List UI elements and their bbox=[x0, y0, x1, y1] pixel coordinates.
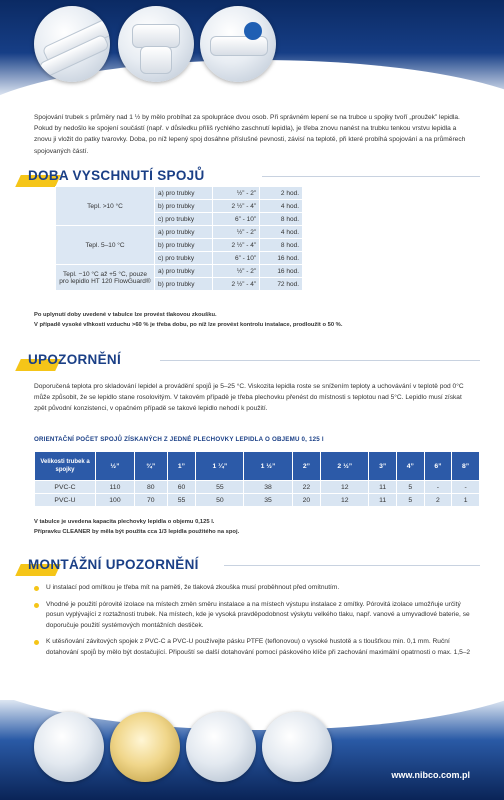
bullet-text: K utěsňování závitových spojek z PVC-C a PVC-U používejte pásku PTFE (teflonovou) o vysoké hustotě a s tloušťkou min. 0,1 mm. Ruční dotahování spojů by mělo být dostačující. Připouští se další dotahování pomocí páskového klíče při zachování maximální opatrnosti o max. 1,5–2 bbox=[46, 638, 471, 656]
pipe-cell: b) pro trubky bbox=[155, 200, 213, 213]
intro-paragraph: Spojování trubek s průměry nad 1 ½ by mělo probíhat za spolupráce dvou osob. Při správném lepení se na trubce u spojky tvoří „proužek” lepidla. Pokud by nedošlo ke spojení součástí (např. v důsledku příliš rychlého zaschnutí lepidla), je třeba znovu nanést na trubku tenkou vrstvu lepidla a znovu ji vložit do patky tvarovky. Doba, po níž lepený spoj dosáhne příslušné pevnosti, závisí na teplotě, při které probíhá spojování a na průměrech spojovaných částí. bbox=[34, 114, 466, 155]
time-cell: 8 hod. bbox=[260, 213, 303, 226]
corner-header: Velikosti trubek a spojky bbox=[35, 452, 96, 481]
time-cell: 72 hod. bbox=[260, 278, 303, 291]
capacity-value: 80 bbox=[134, 481, 167, 494]
capacity-note: V tabulce je uvedena kapacita plechovky lepidla o objemu 0,125 l. Přípravku CLEANER by měla být použita cca 1/3 lepidla použitého na spoj. bbox=[34, 519, 240, 535]
capacity-value: 1 bbox=[452, 494, 480, 507]
size-cell: 6” - 10” bbox=[213, 252, 260, 265]
pipe-cell: a) pro trubky bbox=[155, 226, 213, 239]
size-cell: ½” - 2” bbox=[213, 187, 260, 200]
pipe-cell: c) pro trubky bbox=[155, 213, 213, 226]
size-header: ½” bbox=[96, 452, 135, 481]
material-label: PVC-U bbox=[35, 494, 96, 507]
capacity-value: 11 bbox=[369, 494, 397, 507]
pipe-cell: a) pro trubky bbox=[155, 265, 213, 278]
elbow-photo-1 bbox=[34, 712, 104, 782]
size-header: 1 ½” bbox=[244, 452, 292, 481]
capacity-value: 5 bbox=[397, 494, 425, 507]
drying-row bbox=[56, 265, 303, 278]
bullet-text: Vhodné je použití pórovité izolace na místech změn směru instalace a na místech výstupu instalace z omítky. Pórovitá izolace umožňuje určitý posun vyplývající z roztažnosti trubek. Na místech, kde je vysoká pravděpodobnost výskytu velkého tlaku, např. vanové a umyvadlové baterie, se doporučuje použití systémových montážních destiček. bbox=[46, 600, 470, 629]
capacity-value: 22 bbox=[292, 481, 321, 494]
size-header: 2” bbox=[292, 452, 321, 481]
drying-note: Po uplynutí doby uvedené v tabulce lze provést tlakovou zkoušku. V případě vysoké vlhkosti vzduchu >60 % je třeba dobu, po níž lze provést kontrolu instalace, prodloužit o 50 %. bbox=[34, 312, 343, 328]
capacity-value: - bbox=[452, 481, 480, 494]
size-header: 1” bbox=[167, 452, 196, 481]
drying-time-table bbox=[55, 186, 303, 291]
pipe-cell: a) pro trubky bbox=[155, 187, 213, 200]
capacity-value: 20 bbox=[292, 494, 321, 507]
capacity-value: 50 bbox=[196, 494, 244, 507]
pipe-cell: c) pro trubky bbox=[155, 252, 213, 265]
size-cell: ½” - 2” bbox=[213, 265, 260, 278]
pipe-cell: b) pro trubky bbox=[155, 278, 213, 291]
time-cell: 16 hod. bbox=[260, 265, 303, 278]
capacity-value: 55 bbox=[167, 494, 196, 507]
capacity-value: - bbox=[424, 481, 452, 494]
size-cell: 6” - 10” bbox=[213, 213, 260, 226]
bullet-text: U instalací pod omítkou je třeba mít na paměti, že tlaková zkouška musí proběhnout před omítnutím. bbox=[46, 584, 340, 591]
temperature-cell: Tepl. −10 °C až +5 °C, pouze pro lepidlo HT 120 FlowGuard® bbox=[56, 265, 155, 291]
drying-row bbox=[56, 187, 303, 200]
pipe-photo-4 bbox=[262, 712, 332, 782]
bullet-item bbox=[34, 600, 480, 632]
size-header: 3” bbox=[369, 452, 397, 481]
material-label: PVC-C bbox=[35, 481, 96, 494]
time-cell: 4 hod. bbox=[260, 226, 303, 239]
pipe-cell: b) pro trubky bbox=[155, 239, 213, 252]
capacity-value: 38 bbox=[244, 481, 292, 494]
bullet-dot-icon bbox=[34, 586, 39, 591]
size-header: ¾” bbox=[134, 452, 167, 481]
size-header: 8” bbox=[452, 452, 480, 481]
bullet-dot-icon bbox=[34, 640, 39, 645]
size-cell: 2 ½” - 4” bbox=[213, 239, 260, 252]
size-cell: 2 ½” - 4” bbox=[213, 200, 260, 213]
temperature-cell: Tepl. 5–10 °C bbox=[56, 226, 155, 265]
section-title-warning: UPOZORNĚNÍ bbox=[28, 352, 121, 367]
capacity-value: 12 bbox=[321, 494, 369, 507]
capacity-value: 60 bbox=[167, 481, 196, 494]
fittings-photo-3 bbox=[186, 712, 256, 782]
size-header: 4” bbox=[397, 452, 425, 481]
time-cell: 16 hod. bbox=[260, 252, 303, 265]
size-cell: 2 ½” - 4” bbox=[213, 278, 260, 291]
size-cell: ½” - 2” bbox=[213, 226, 260, 239]
warning-paragraph: Doporučená teplota pro skladování lepidel a provádění spojů je 5–25 °C. Viskozita lepidla roste se snížením teploty a uchovávání v teplotě pod 0°C může způsobit, že se lepidlo stane rosolovitým. V takovém případě je třeba plechovku přenést do místnosti s teplotou nad 5°C. Lepidlo musí získat zpět původní konzistenci, v opačném případě se takové lepidlo nehodí k použití. bbox=[34, 383, 464, 413]
time-cell: 8 hod. bbox=[260, 239, 303, 252]
valve-photo-3 bbox=[200, 6, 276, 82]
capacity-value: 70 bbox=[134, 494, 167, 507]
size-header: 1 ¼” bbox=[196, 452, 244, 481]
capacity-value: 5 bbox=[397, 481, 425, 494]
glue-photo-2 bbox=[110, 712, 180, 782]
time-cell: 4 hod. bbox=[260, 200, 303, 213]
section-title-assembly: MONTÁŽNÍ UPOZORNĚNÍ bbox=[28, 557, 199, 572]
temperature-cell: Tepl. >10 °C bbox=[56, 187, 155, 226]
capacity-value: 11 bbox=[369, 481, 397, 494]
capacity-row bbox=[35, 481, 480, 494]
bullet-dot-icon bbox=[34, 603, 39, 608]
capacity-value: 12 bbox=[321, 481, 369, 494]
section-title-drying: DOBA VYSCHNUTÍ SPOJŮ bbox=[28, 168, 205, 183]
size-header: 2 ½” bbox=[321, 452, 369, 481]
size-header: 6” bbox=[424, 452, 452, 481]
capacity-value: 100 bbox=[96, 494, 135, 507]
bullet-item bbox=[34, 583, 480, 594]
time-cell: 2 hod. bbox=[260, 187, 303, 200]
capacity-value: 55 bbox=[196, 481, 244, 494]
capacity-table bbox=[34, 451, 480, 507]
drying-row bbox=[56, 226, 303, 239]
website-link[interactable]: www.nibco.com.pl bbox=[391, 770, 470, 780]
capacity-table-title: ORIENTAČNÍ POČET SPOJŮ ZÍSKANÝCH Z JEDNÉ PLECHOVKY LEPIDLA O OBJEMU 0, 125 l bbox=[34, 436, 324, 443]
capacity-value: 35 bbox=[244, 494, 292, 507]
fittings-photo-2 bbox=[118, 6, 194, 82]
capacity-row bbox=[35, 494, 480, 507]
capacity-value: 110 bbox=[96, 481, 135, 494]
pipe-photo-1 bbox=[34, 6, 110, 82]
capacity-value: 2 bbox=[424, 494, 452, 507]
